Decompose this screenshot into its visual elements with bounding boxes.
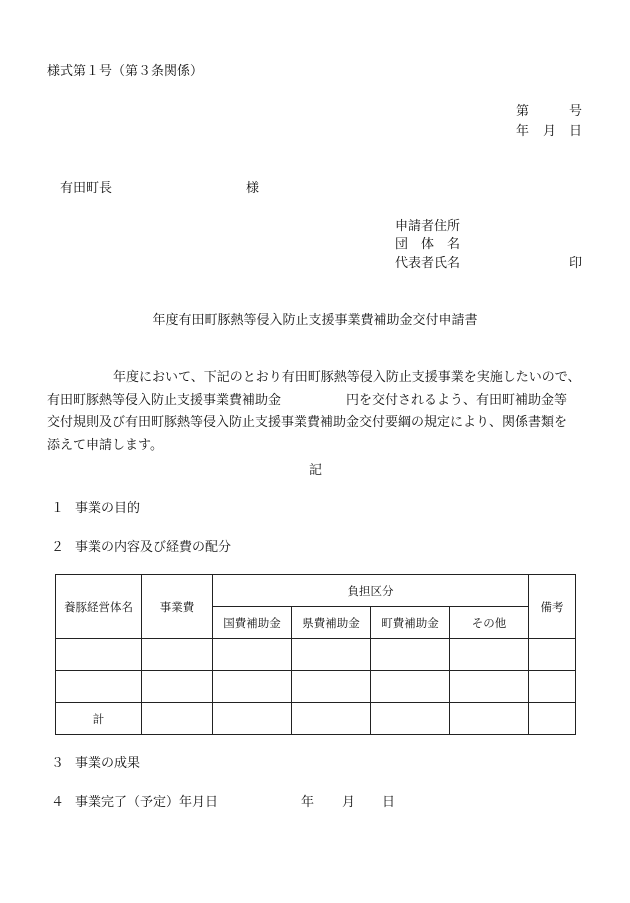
date-month: 月 — [543, 124, 557, 139]
addressee-name: 有田町長 — [60, 181, 113, 196]
table-row — [56, 639, 576, 671]
table-cell[interactable] — [213, 671, 292, 703]
form-number: 様式第１号（第３条関係） — [47, 64, 204, 79]
table-cell[interactable] — [529, 703, 576, 735]
table-cell[interactable] — [142, 703, 213, 735]
table-cell[interactable] — [213, 703, 292, 735]
table-cell[interactable] — [56, 671, 142, 703]
table-cell[interactable] — [529, 639, 576, 671]
table-row — [56, 671, 576, 703]
table-cell[interactable] — [450, 671, 529, 703]
table-cell[interactable] — [450, 703, 529, 735]
ki-heading: 記 — [309, 463, 323, 478]
total-label: 計 — [56, 703, 142, 735]
section-1-label: 事業の目的 — [75, 501, 141, 516]
applicant-representative-label: 代表者氏名 — [395, 256, 461, 271]
document-title: 年度有田町豚熱等侵入防止支援事業費補助金交付申請書 — [152, 313, 478, 328]
applicant-group-label: 団 体 名 — [395, 237, 461, 252]
doc-number-suffix: 号 — [569, 104, 583, 119]
table-cell[interactable] — [142, 671, 213, 703]
header-national-subsidy: 国費補助金 — [213, 607, 292, 639]
section-4-label: 事業完了（予定）年月日 — [75, 795, 219, 810]
completion-month: 月 — [342, 795, 356, 810]
body-line-2 — [47, 390, 587, 413]
table-cell[interactable] — [529, 671, 576, 703]
body-line-2a: 有田町豚熱等侵入防止支援事業費補助金 — [47, 392, 282, 408]
header-prefectural-subsidy: 県費補助金 — [292, 607, 371, 639]
applicant-address-label: 申請者住所 — [395, 219, 461, 234]
table-cell[interactable] — [371, 639, 450, 671]
section-1-number: １ — [51, 501, 65, 516]
doc-number-prefix: 第 — [516, 104, 530, 119]
table-header-row-1 — [56, 575, 576, 607]
seal-mark: 印 — [569, 256, 583, 271]
header-remarks: 備考 — [529, 575, 576, 639]
section-2-number: ２ — [51, 540, 65, 555]
table-cell[interactable] — [371, 703, 450, 735]
header-operator-name: 養豚経営体名 — [56, 575, 142, 639]
date-day: 日 — [569, 124, 583, 139]
table-total-row — [56, 703, 576, 735]
completion-year: 年 — [301, 795, 315, 810]
section-4-number: ４ — [51, 795, 65, 810]
body-line-1: 年度において、下記のとおり有田町豚熱等侵入防止支援事業を実施したいので、 — [113, 370, 581, 385]
table-cell[interactable] — [213, 639, 292, 671]
addressee-honorific: 様 — [246, 181, 260, 196]
header-other: その他 — [450, 607, 529, 639]
body-line-3: 交付規則及び有田町豚熱等侵入防止支援事業費補助金交付要綱の規定により、関係書類を — [47, 415, 568, 430]
header-burden-category: 負担区分 — [213, 575, 529, 607]
section-3-number: ３ — [51, 756, 65, 771]
table-cell[interactable] — [292, 703, 371, 735]
table-cell[interactable] — [450, 639, 529, 671]
section-2-label: 事業の内容及び経費の配分 — [75, 540, 232, 555]
section-3-label: 事業の成果 — [75, 756, 141, 771]
header-project-cost: 事業費 — [142, 575, 213, 639]
body-line-2b: 円を交付されるよう、有田町補助金等 — [346, 392, 568, 408]
header-town-subsidy: 町費補助金 — [371, 607, 450, 639]
body-line-4: 添えて申請します。 — [47, 437, 163, 453]
expense-allocation-table — [55, 574, 576, 735]
completion-day: 日 — [382, 795, 396, 810]
body-paragraph — [47, 367, 587, 457]
table-cell[interactable] — [56, 639, 142, 671]
table-cell[interactable] — [142, 639, 213, 671]
table-cell[interactable] — [292, 671, 371, 703]
table-cell[interactable] — [292, 639, 371, 671]
date-year: 年 — [516, 124, 530, 139]
table-cell[interactable] — [371, 671, 450, 703]
